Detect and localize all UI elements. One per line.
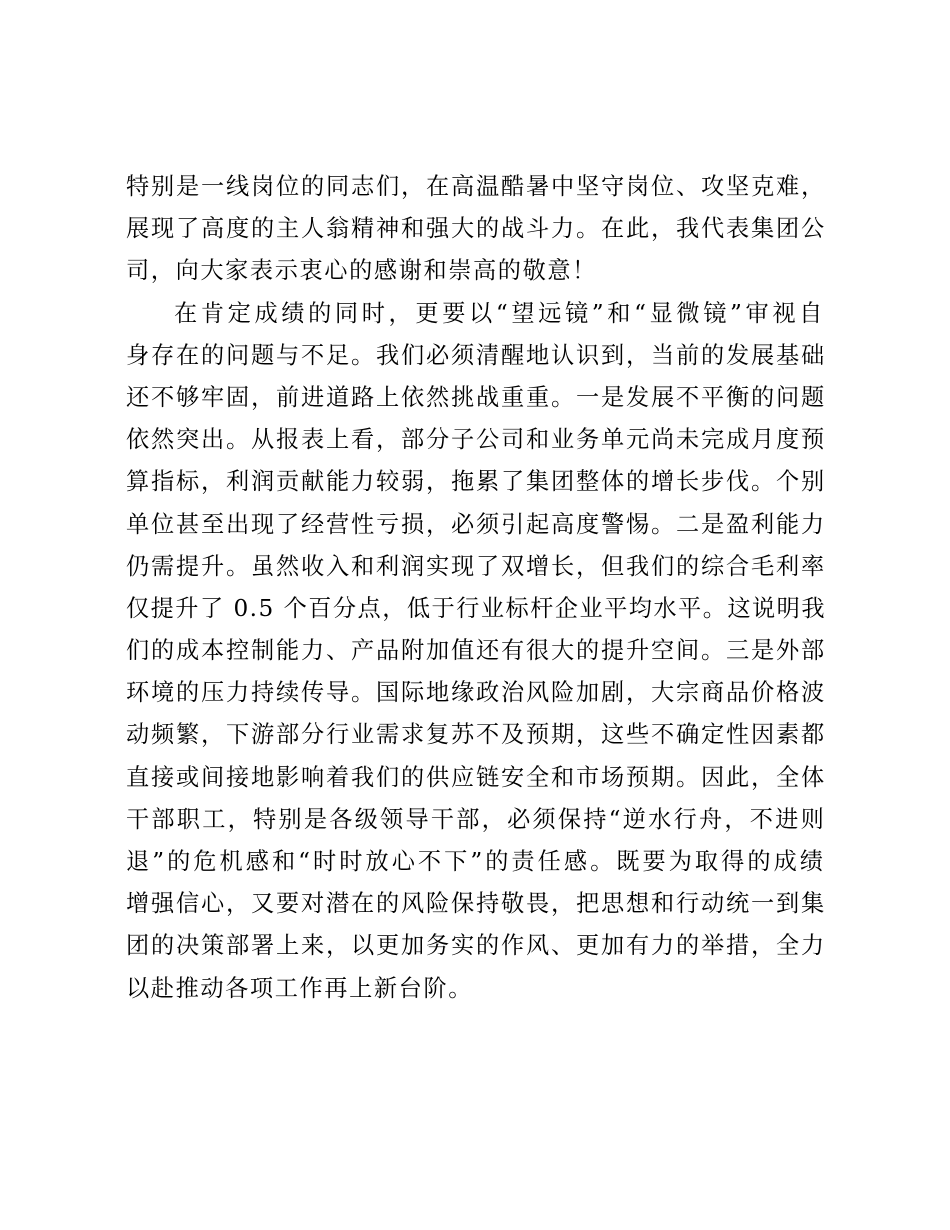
text-line: 还不够牢固，前进道路上依然挑战重重。一是发展不平衡的问题	[126, 383, 826, 411]
text-line: 动频繁，下游部分行业需求复苏不及预期，这些不确定性因素都	[126, 721, 826, 749]
text-line: 们的成本控制能力、产品附加值还有很大的提升空间。三是外部	[126, 637, 826, 665]
text-line: 仍需提升。虽然收入和利润实现了双增长，但我们的综合毛利率	[126, 552, 826, 580]
text-line: 退”的危机感和“时时放心不下”的责任感。既要为取得的成绩	[126, 848, 826, 875]
paragraph-2	[126, 293, 826, 1010]
text-line: 依然突出。从报表上看，部分子公司和业务单元尚未完成月度预	[126, 426, 826, 454]
text-line: 展现了高度的主人翁精神和强大的战斗力。在此，我代表集团公	[126, 215, 826, 243]
paragraph-1	[126, 166, 826, 293]
text-line: 以赴推动各项工作再上新台阶。	[126, 974, 474, 1002]
text-line: 身存在的问题与不足。我们必须清醒地认识到，当前的发展基础	[126, 341, 826, 369]
text-line: 直接或间接地影响着我们的供应链安全和市场预期。因此，全体	[126, 763, 826, 791]
text-line: 干部职工，特别是各级领导干部，必须保持“逆水行舟，不进则	[126, 805, 826, 833]
text-line: 算指标，利润贡献能力较弱，拖累了集团整体的增长步伐。个别	[126, 468, 826, 496]
text-line: 增强信心，又要对潜在的风险保持敬畏，把思想和行动统一到集	[126, 890, 826, 918]
text-line: 特别是一线岗位的同志们，在高温酷暑中坚守岗位、攻坚克难，	[126, 173, 826, 200]
text-line: 单位甚至出现了经营性亏损，必须引起高度警惕。二是盈利能力	[126, 510, 826, 538]
text-line: 司，向大家表示衷心的感谢和崇高的敬意！	[126, 257, 597, 285]
text-line: 仅提升了 0.5 个百分点，低于行业标杆企业平均水平。这说明我	[126, 594, 826, 622]
text-line: 环境的压力持续传导。国际地缘政治风险加剧，大宗商品价格波	[126, 679, 826, 707]
document-body	[126, 166, 826, 1010]
text-line: 在肯定成绩的同时，更要以“望远镜”和“显微镜”审视自	[174, 299, 826, 327]
text-line: 团的决策部署上来，以更加务实的作风、更加有力的举措，全力	[126, 932, 826, 960]
